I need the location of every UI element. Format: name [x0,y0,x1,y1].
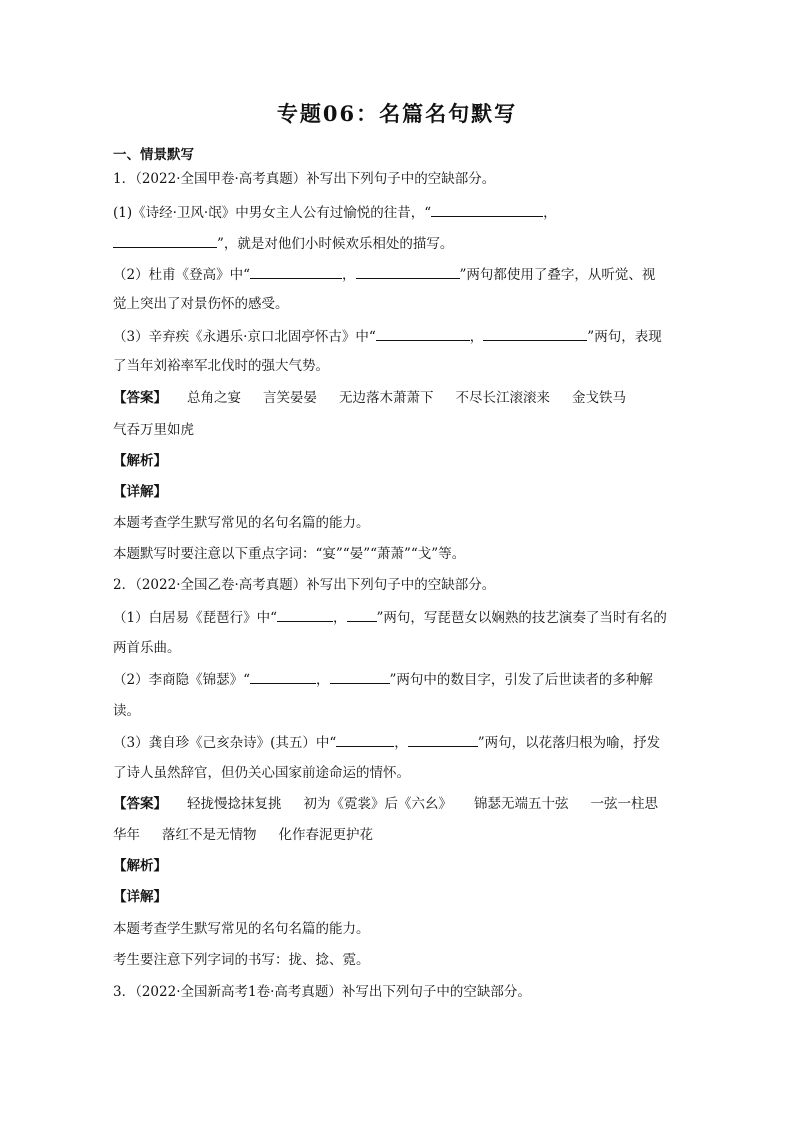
detail-text: 本题考查学生默写常见的名句名篇的能力。 [113,515,370,531]
detail-label: 【详解】 [113,889,167,905]
detail-text: 考生要注意下列字词的书写：拢、捻、霓。 [113,952,370,968]
answer-item: 金戈铁马 [572,390,626,406]
question-2-part-3: （3）龚自珍《己亥杂诗》(其五）中“ ， ”两句，以花落归根为喻，抒发 [113,735,661,751]
question-1-part-3: （3）辛弃疾《永遇乐·京口北固亭怀古》中“ ， ”两句，表现 [113,329,662,345]
question-2-stem: 2．（2022·全国乙卷·高考真题）补写出下列句子中的空缺部分。 [113,577,496,593]
question-1-stem: 1．（2022·全国甲卷·高考真题）补写出下列句子中的空缺部分。 [113,171,496,187]
answer-blank[interactable] [113,234,217,248]
question-1-part-2: （2）杜甫《登高》中“ ， ”两句都使用了叠字，从听觉、视 [113,267,656,283]
answer-item: 无边落木萧萧下 [339,390,434,406]
question-2-answer [113,795,658,813]
question-2-part-1-cont: 两首乐曲。 [113,640,181,656]
answer-blank[interactable] [347,608,377,622]
answer-item: 华年 [113,827,140,843]
answer-blank[interactable] [431,203,543,217]
detail-text: 本题考查学生默写常见的名句名篇的能力。 [113,921,370,937]
page-title: 专题06：名篇名句默写 [276,101,518,126]
answer-item: 落红不是无情物 [162,827,257,843]
answer-item: 一弦一柱思 [590,796,658,812]
answer-label: 【答案】 [113,796,167,812]
answer-item: 言笑晏晏 [263,390,317,406]
question-2-part-2: （2）李商隐《锦瑟》“ ， ”两句中的数目字，引发了后世读者的多种解 [113,672,653,688]
answer-blank[interactable] [356,265,460,279]
analysis-label: 【解析】 [113,453,167,469]
question-2-answer-cont [113,826,373,844]
answer-item: 化作春泥更护花 [278,827,373,843]
question-1-part-2-cont: 觉上突出了对景伤怀的感受。 [113,296,289,312]
answer-item: 总角之宴 [187,390,241,406]
answer-item: 不尽长江滚滚来 [455,390,550,406]
question-1-part-3-cont: 了当年刘裕率军北伐时的强大气势。 [113,358,329,374]
answer-blank[interactable] [408,733,478,747]
answer-blank[interactable] [277,608,333,622]
question-1-answer [113,389,626,407]
answer-blank[interactable] [376,327,470,341]
answer-blank[interactable] [483,327,587,341]
question-2-part-1: （1）白居易《琵琶行》中“ ， ”两句，写琵琶女以娴熟的技艺演奏了当时有名的 [113,610,667,626]
answer-blank[interactable] [250,265,342,279]
question-2-part-2-cont: 读。 [113,703,140,719]
detail-text: 本题默写时要注意以下重点字词：“宴”“晏”“萧萧”“戈”等。 [113,546,466,562]
answer-blank[interactable] [336,733,394,747]
answer-item: 锦瑟无端五十弦 [474,796,569,812]
answer-label: 【答案】 [113,390,167,406]
answer-item: 初为《霓裳》后《六幺》 [303,796,452,812]
detail-label: 【详解】 [113,484,167,500]
question-1-part-1: (1)《诗经·卫风·氓》中男女主人公有过愉悦的往昔，“ ， [113,205,557,221]
question-1-part-1-cont: ”，就是对他们小时候欢乐相处的描写。 [113,234,453,253]
section-heading: 一、情景默写 [113,147,194,163]
answer-item: 轻拢慢捻抹复挑 [187,796,282,812]
question-3-stem: 3．（2022·全国新高考1卷·高考真题）补写出下列句子中的空缺部分。 [113,984,531,1000]
question-2-part-3-cont: 了诗人虽然辞官，但仍关心国家前途命运的情怀。 [113,765,410,781]
answer-blank[interactable] [250,670,316,684]
analysis-label: 【解析】 [113,858,167,874]
question-1-answer-cont: 气吞万里如虎 [113,422,194,438]
answer-blank[interactable] [330,670,390,684]
